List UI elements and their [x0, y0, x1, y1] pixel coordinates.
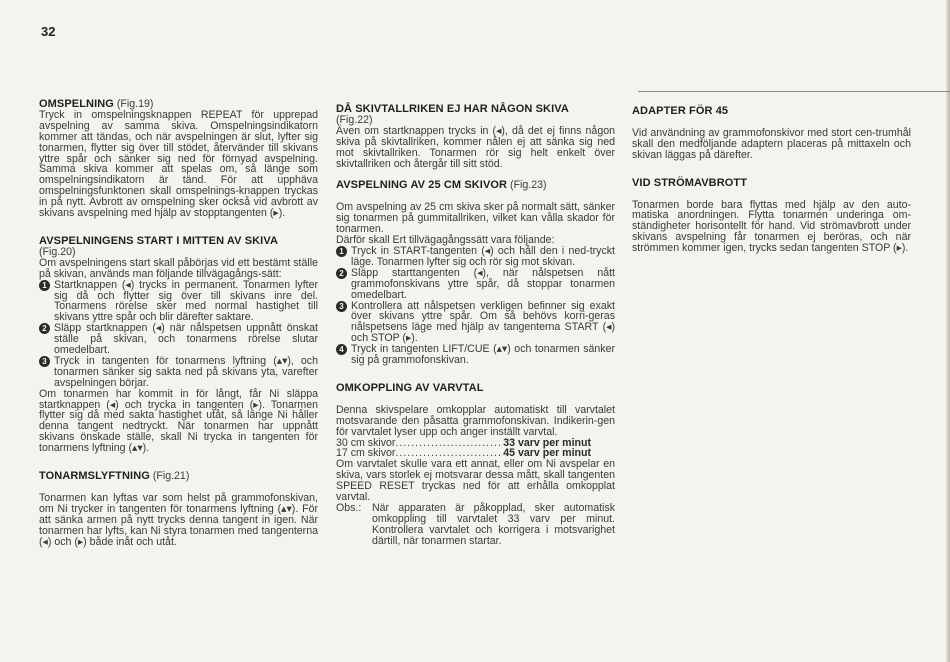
note-label: Obs.: [336, 502, 362, 514]
figure-ref: (Fig.21) [149, 470, 190, 483]
heading-25cm: AVSPELNING AV 25 CM SKIVOR [336, 179, 508, 192]
step-item: 1 Startknappen (◂) trycks in permanent. Tonarmen lyfter sig då och flytter sig över till skivans inre del. Tonarmens rörelse sker med normal hastighet till skivans yttre spår och blir därefter saktare. [39, 280, 318, 324]
paragraph: Tryck in omspelningsknappen REPEAT för upprepad avspelning av samma skiva. Omspelningsindikatorn kommer att tändas, och när avspelningen är slut, lyfter sig tonarmen, flytter sig över till stödet, återvänder till skivans yttre spår och sänker sig ned för förnyad avspelning. Samma skiva kommer att spelas om, så länge som omspelningsindikatorn är tänd. För att upphäva omspelningsfunktonen skall omspelnings-knappen tryckas in på nytt. Avbrott av omspelning sker också vid avbrott av skivans avspelning med hjälp av stopptangenten (▸). [39, 108, 318, 220]
step-number: 2 [336, 268, 347, 279]
paragraph: Vid användning av grammofonskivor med stort cen-trumhål skall den medföljande adaptern placeras på mittaxeln och skivan läggas på därefter. [632, 126, 911, 161]
paragraph: Om avspelningens start skall påbörjas vid ett bestämt ställe på skivan, används man följande tillvägagångs-sätt: [39, 256, 318, 280]
section-adapter [632, 106, 911, 161]
paragraph: Tonarmen kan lyftas var som helst på grammofonskivan, om Ni trycker in tangenten för tonarmens lyftning (▴▾). För att sänka armen på nytt trycks denna tangent in igen. När tonarmen har lyfts, kan Ni styra tonarmen med tangenterna (◂) och (▸) både inåt och utåt. [39, 492, 318, 548]
section-stromavbrott [632, 178, 911, 254]
section-varvtal [336, 383, 615, 547]
section-25cm [336, 180, 615, 366]
section-omspelning [39, 99, 318, 219]
figure-ref: (Fig.22) [336, 113, 373, 126]
step-number: 1 [336, 246, 347, 257]
step-item: 4 Tryck in tangenten LIFT/CUE (▴▾) och tonarmen sänker sig på grammofonskivan. [336, 344, 615, 366]
heading-start-mitten: AVSPELNINGENS START I MITTEN AV SKIVA [39, 234, 278, 247]
column-right [632, 106, 911, 254]
paragraph: Tonarmen borde bara flyttas med hjälp av den auto-matiska anordningen. Flytta tonarmen underinga om-ständigheter horisontellt för hand. Vid strömavbrott under skivans avspelning får tonarmen ej beröras, och när strömmen kommer igen, trycks sedan tangenten STOP (▸). [632, 198, 911, 255]
column-middle [336, 104, 615, 547]
paragraph: Om tonarmen har kommit in för långt, får Ni släppa startknappen (◂) och trycka in tangenten (▸). Tonarmen flytter sig då med sakta hastighet utåt, så länge Ni håller denna tangent nedtryckt. När tonarmen har uppnått skivans önskade ställe, skall Ni trycka in tangenten för tonarmens lyftning (▴▾). [39, 387, 318, 455]
section-tonarmslyftning [39, 471, 318, 547]
speed-spec-row: 30 cm skivor ..... 33 varv per minut [336, 438, 591, 449]
paragraph: Även om startknappen trycks in (◂), då det ej finns någon skiva på skivtallriken, kommer nålen ej att sänka sig ned mot skivtallriken. Tonarmen rör sig helt enkelt över skivtallriken och återgår till sitt stöd. [336, 124, 615, 170]
step-number: 1 [39, 280, 50, 291]
step-item: 2 Släpp starttangenten (◂), när nålspetsen nått grammofonskivans yttre spår, då stoppar tonarmen omedelbart. [336, 268, 615, 301]
paragraph: Om varvtalet skulle vara ett annat, eller om Ni avspelar en skiva, vars storlek ej motsvarar dessa mått, skall tangenten SPEED RESET tryckas ned för att erhålla omkopplat varvtal. [336, 458, 615, 504]
step-number: 2 [39, 323, 50, 334]
heading-adapter: ADAPTER FÖR 45 [632, 105, 729, 117]
heading-varvtal: OMKOPPLING AV VARVTAL [336, 381, 484, 394]
section-ingen-skiva [336, 104, 615, 169]
speed-spec-row: 17 cm skivor ..... 45 varv per minut [336, 448, 591, 459]
note [336, 503, 615, 547]
step-item: 3 Tryck in tangenten för tonarmens lyftning (▴▾), och tonarmen sänker sig sakta ned på skivans yta, varefter avspelningen börjar. [39, 356, 318, 389]
note-text: När apparaten är påkopplad, sker automatisk omkoppling till varvtalet 33 varv per minut. Kontrollera varvtalet och korrigera i motsvarighet därtill, när tonarmen startar. [372, 502, 615, 547]
heading-stromavbrott: VID STRÖMAVBROTT [632, 176, 748, 189]
step-number: 3 [336, 301, 347, 312]
step-item: 2 Släpp startknappen (◂) när nålspetsen uppnått önskat ställe på skivan, och tonarmens rörelse slutar omedelbart. [39, 323, 318, 356]
section-start-mitten [39, 236, 318, 454]
heading-ingen-skiva: DÅ SKIVTALLRIKEN EJ HAR NÅGON SKIVA [336, 103, 569, 115]
figure-ref: (Fig.19) [113, 98, 154, 110]
step-item: 3 Kontrollera att nålspetsen verkligen befinner sig exakt över skivans yttre spår. Om så behövs korri-geras nålspetsens läge med hjälp av tangenterna START (◂) och STOP (▸). [336, 301, 615, 345]
column-left [39, 99, 318, 548]
page-edge [946, 0, 950, 662]
figure-ref: (Fig.20) [39, 245, 76, 258]
paragraph: Om avspelning av 25 cm skiva sker på normalt sätt, sänker sig tonarmen på gummitallriken, vilket kan vålla skador för tonarmen. [336, 201, 615, 236]
speed-spec-list [336, 438, 591, 460]
step-number: 4 [336, 344, 347, 355]
step-number: 3 [39, 356, 50, 367]
heading-omspelning: OMSPELNING [39, 98, 114, 110]
page-number: 32 [41, 24, 56, 39]
heading-tonarmslyftning: TONARMSLYFTNING [39, 470, 150, 483]
paragraph: Därför skall Ert tillvägagångssätt vara följande: [336, 234, 555, 247]
figure-ref: (Fig.23) [507, 179, 547, 192]
step-item: 1 Tryck in START-tangenten (◂) och håll den i ned-tryckt läge. Tonarmen lyfter sig och rör sig mot skivan. [336, 246, 615, 268]
paragraph: Denna skivspelare omkopplar automatiskt till varvtalet motsvarande den påsatta grammofonskivan. Indikerin-gen för varvtalet lyser upp och anger inställt varvtal. [336, 403, 615, 438]
header-rule [638, 91, 950, 92]
